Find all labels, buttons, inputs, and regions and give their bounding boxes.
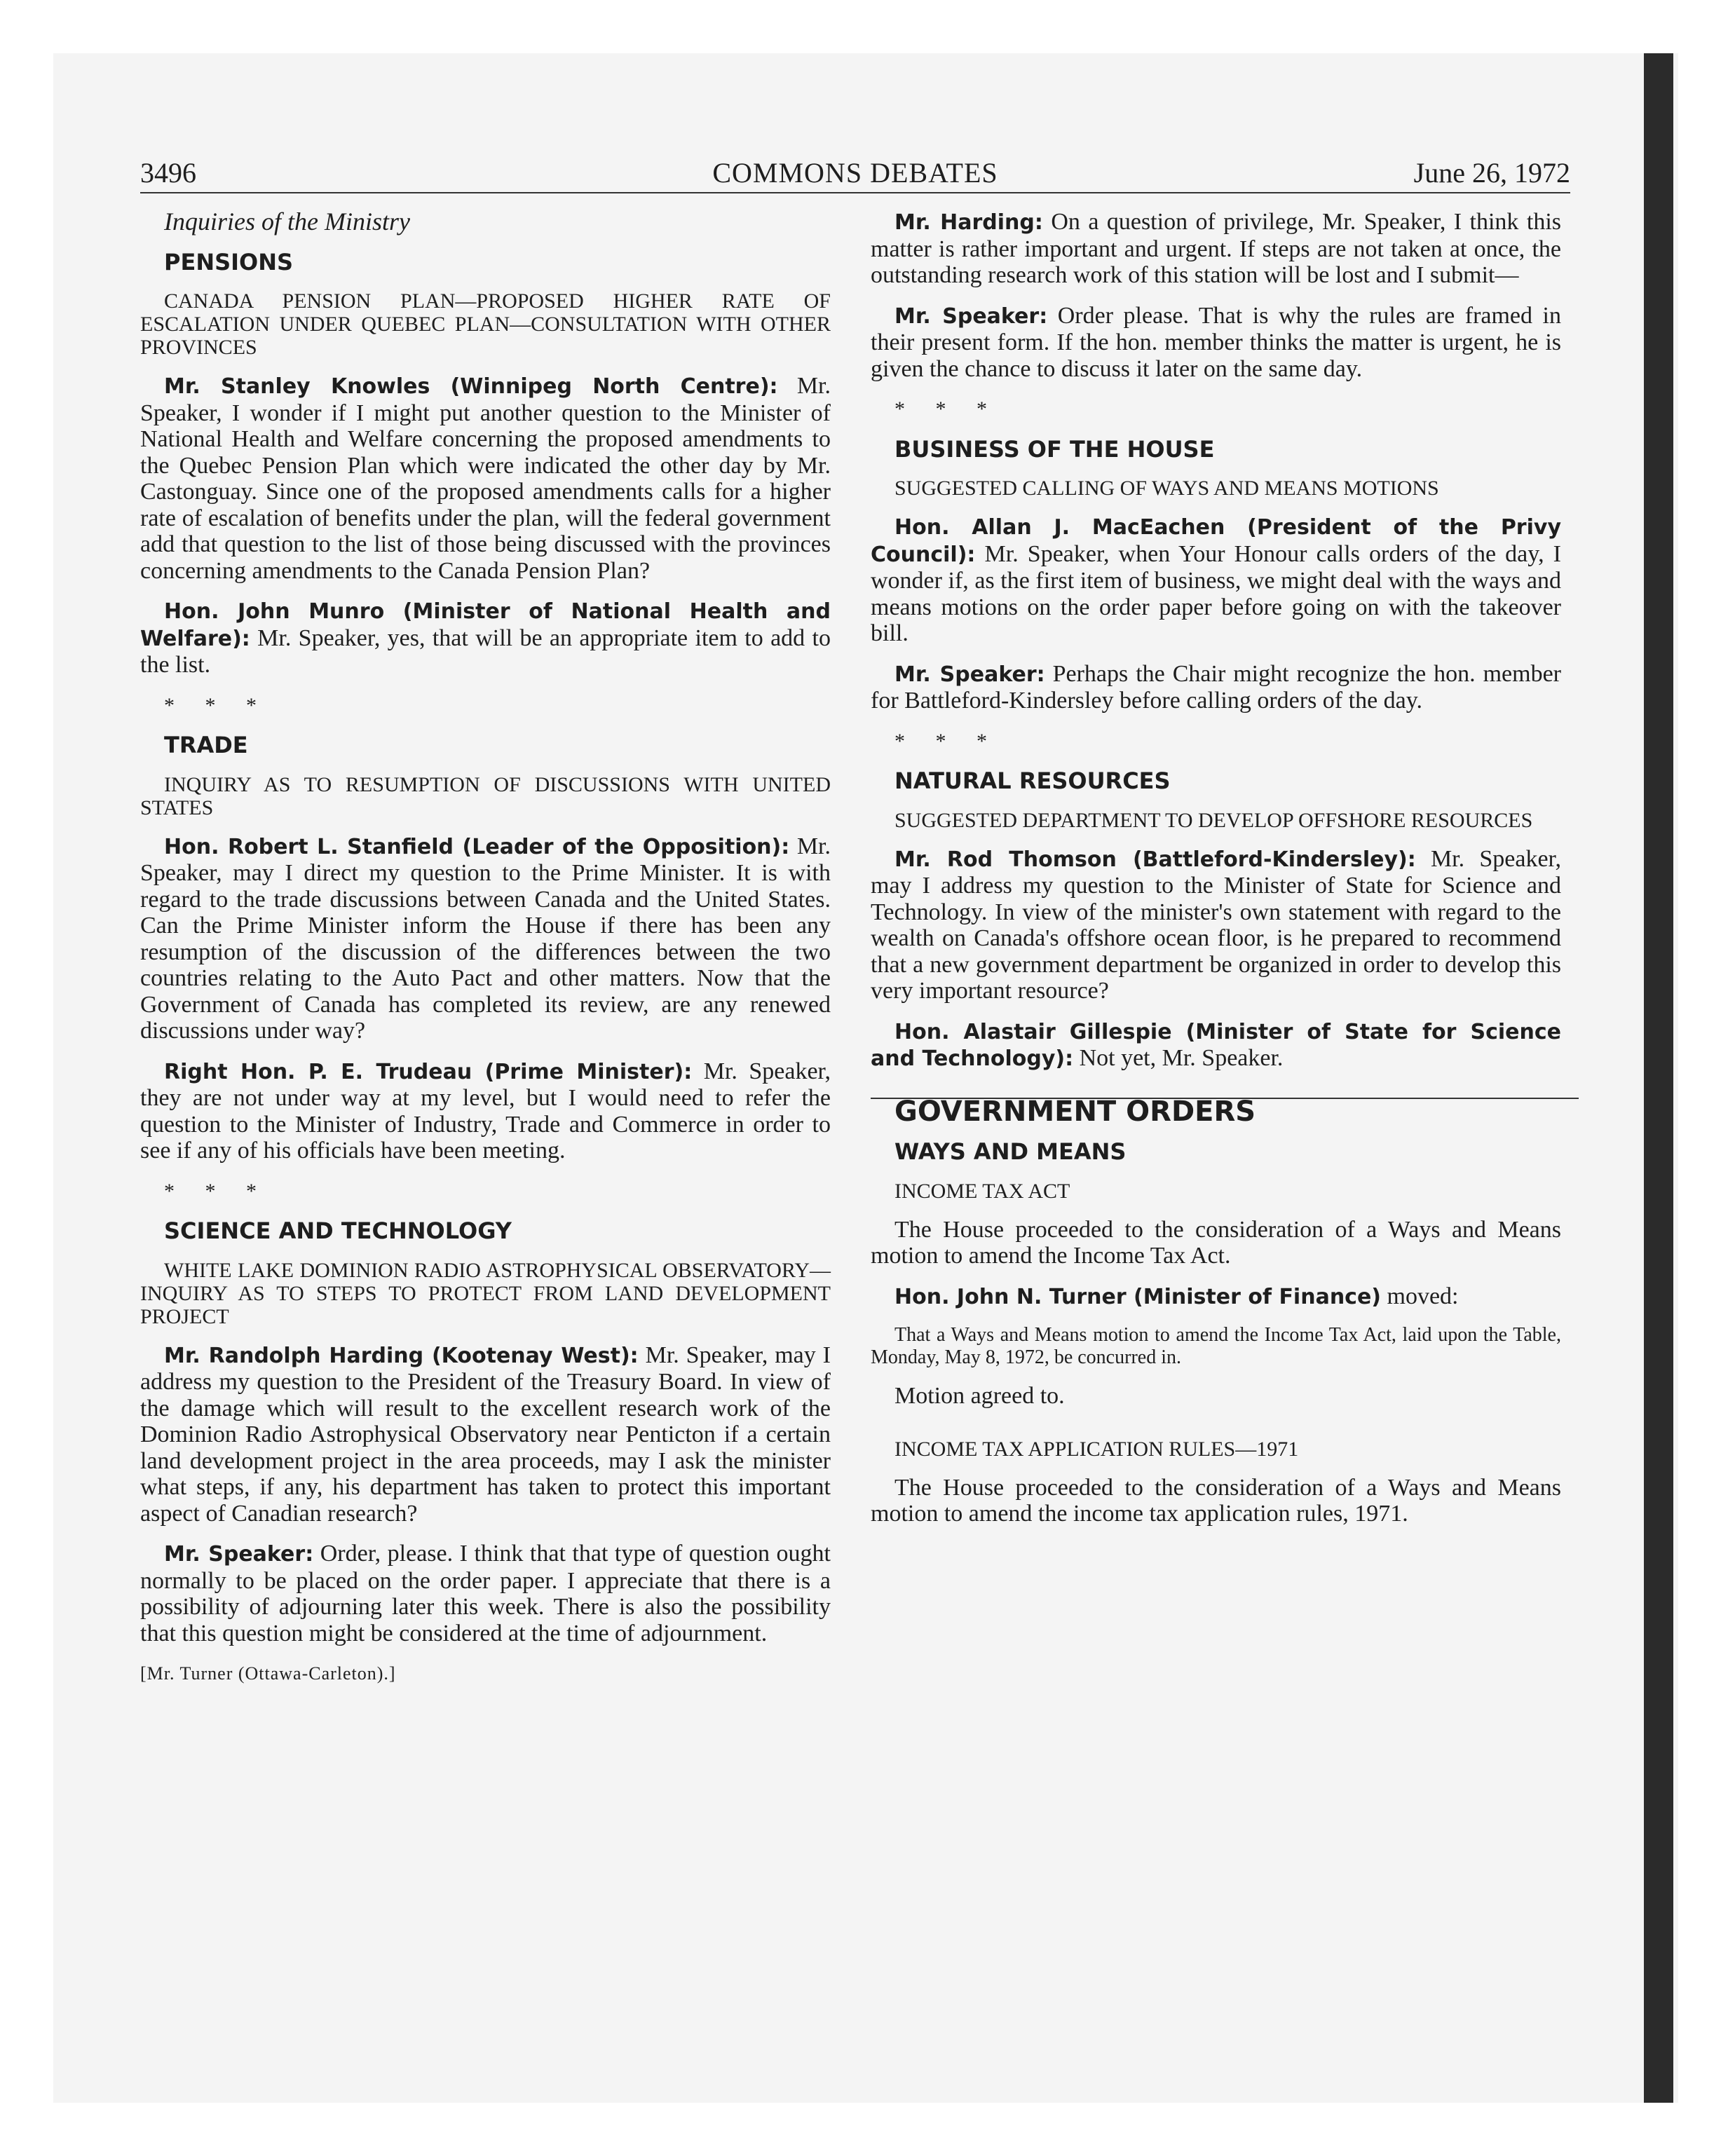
speech-text: Mr. Speaker, may I address my question to the President of the Treasury Board. In view of the damage which will result to the excellent research work of the Dominion Radio Astrophysical Observatory near Penticton if a certain land development project in the area proceeds, may I ask the minister what steps, if any, his department has taken to protect this important aspect of Canadian research? [140,1342,831,1527]
speaker-name: Hon. Alastair Gillespie (Minister of State for Science and Technology): [871,1019,1561,1071]
heading-science-technology: SCIENCE AND TECHNOLOGY [164,1217,512,1244]
paragraph [140,1058,831,1164]
paragraph [871,1283,1561,1311]
speech-text: Order, please. I think that that type of question ought normally to be placed on the order paper. I appreciate that there is a possibility of adjourning later this week. There is also the possibility that this question might be considered at the time of adjournment. [140,1541,831,1646]
speech-text: Mr. Speaker, when Your Honour calls orders of the day, I wonder if, as the first item of business, we might deal with the ways and means motions on the order paper before going on with the takeover bill. [871,540,1561,646]
speaker-name: Mr. Speaker: [164,1542,314,1567]
speaker-name: Right Hon. P. E. Trudeau (Prime Minister): [164,1059,693,1084]
speech-text: Mr. Speaker, yes, that will be an appropriate item to add to the list. [140,625,831,678]
page-header [140,156,1570,193]
section-title: Inquiries of the Ministry [164,207,410,236]
paragraph [140,1541,831,1646]
speech-text: Mr. Speaker, I wonder if I might put another question to the Minister of National Health and Welfare concerning the proposed amendments to the Quebec Pension Plan which were indicated the other day by Mr. Castonguay. Since one of the proposed amendments calls for a higher rate of escalation of benefits under the plan, will the federal government add that question to the list of those being discussed with the provinces concerning amendments to the Canada Pension Plan? [140,373,831,584]
speaker-name: Hon. John Munro (Minister of National Health and Welfare): [140,599,831,651]
subheading-business-of-the-house: SUGGESTED CALLING OF WAYS AND MEANS MOTIONS [894,477,1439,500]
speech-text: Order please. That is why the rules are framed in their present form. If the hon. member thinks the matter is urgent, he is given the chance to discuss it later on the same day. [871,302,1561,382]
subheading-science-technology: WHITE LAKE DOMINION RADIO ASTROPHYSICAL OBSERVATORY—INQUIRY AS TO STEPS TO PROTECT FROM LAND DEVELOPMENT PROJECT [140,1258,831,1328]
speaker-name: Mr. Harding: [894,210,1043,235]
speaker-name: Mr. Randolph Harding (Kootenay West): [164,1343,639,1368]
speech-text: Mr. Speaker, may I address my question to the Minister of State for Science and Technology. In view of the minister's own statement with regard to the wealth on Canada's offshore ocean floor, is he prepared to recommend that a new government department be organized in order to develop this very important resource? [871,845,1561,1004]
paragraph [140,1342,831,1527]
speaker-name: Hon. Robert L. Stanfield (Leader of the Opposition): [164,834,790,859]
speech-text: Perhaps the Chair might recognize the hon. member for Battleford-Kindersley before calling orders of the day. [871,660,1561,714]
motion-agreed: Motion agreed to. [894,1383,1065,1409]
paragraph [140,833,831,1044]
speech-text: moved: [1381,1283,1459,1309]
speaker-name: Hon. Allan J. MacEachen (President of the Privy Council): [871,515,1561,567]
footnote: [Mr. Turner (Ottawa-Carleton).] [140,1663,396,1684]
publication-date: June 26, 1972 [1413,157,1570,189]
speaker-name: Mr. Speaker: [894,303,1048,329]
speaker-name: Mr. Rod Thomson (Battleford-Kindersley): [894,847,1416,872]
subheading-pensions: CANADA PENSION PLAN—PROPOSED HIGHER RATE OF ESCALATION UNDER QUEBEC PLAN—CONSULTATION WITH OTHER PROVINCES [140,289,831,359]
paragraph [871,209,1561,289]
speaker-name: Mr. Stanley Knowles (Winnipeg North Centre): [164,374,778,399]
paragraph [140,373,831,584]
paragraph [871,661,1561,714]
paragraph [140,598,831,678]
speech-text: Mr. Speaker, may I direct my question to the Prime Minister. It is with regard to the trade discussions between Canada and the United States. Can the Prime Minister inform the House if there has been any resumption of the discussion of the differences between the two countries relating to the Auto Pact and other matters. Now that the Government of Canada has completed its review, are any renewed discussions under way? [140,833,831,1044]
heading-government-orders: GOVERNMENT ORDERS [894,1095,1256,1128]
speaker-name: Hon. John N. Turner (Minister of Finance) [894,1284,1382,1309]
scan-edge-shadow [1644,53,1673,2103]
heading-business-of-the-house: BUSINESS OF THE HOUSE [894,435,1215,463]
publication-title: COMMONS DEBATES [712,157,998,189]
subheading-income-tax-act: INCOME TAX ACT [894,1179,1070,1203]
speech-text: Mr. Speaker, they are not under way at my level, but I would need to refer the question to the Minister of Industry, Trade and Commerce in order to see if any of his officials have been meeting. [140,1058,831,1164]
page-number: 3496 [140,157,196,189]
section-separator: * * * [164,693,269,717]
heading-natural-resources: NATURAL RESOURCES [894,767,1171,794]
section-separator: * * * [894,397,1000,421]
paragraph: The House proceeded to the consideration of a Ways and Means motion to amend the Income Tax Act. [871,1216,1561,1269]
paragraph [871,303,1561,383]
heading-ways-and-means: WAYS AND MEANS [894,1138,1127,1165]
motion-text: That a Ways and Means motion to amend the Income Tax Act, laid upon the Table, Monday, May 8, 1972, be concurred in. [871,1324,1561,1368]
paragraph [871,1018,1561,1072]
paragraph [871,514,1561,647]
section-separator: * * * [164,1179,269,1203]
paragraph [871,846,1561,1004]
heading-pensions: PENSIONS [164,248,294,275]
speaker-name: Mr. Speaker: [894,662,1045,687]
speech-text: On a question of privilege, Mr. Speaker, I think this matter is rather important and urgent. If steps are not taken at once, the outstanding research work of this station will be lost and I submit— [871,209,1561,288]
right-column [871,209,1561,1541]
section-separator: * * * [894,729,1000,753]
heading-trade: TRADE [164,732,248,758]
subheading-income-tax-application-rules: INCOME TAX APPLICATION RULES—1971 [894,1437,1299,1461]
subheading-trade: INQUIRY AS TO RESUMPTION OF DISCUSSIONS WITH UNITED STATES [140,772,831,819]
left-column [140,209,831,1701]
speech-text: Not yet, Mr. Speaker. [1073,1045,1284,1071]
paragraph: The House proceeded to the consideration of a Ways and Means motion to amend the income tax application rules, 1971. [871,1474,1561,1527]
subheading-natural-resources: SUGGESTED DEPARTMENT TO DEVELOP OFFSHORE RESOURCES [894,808,1533,832]
